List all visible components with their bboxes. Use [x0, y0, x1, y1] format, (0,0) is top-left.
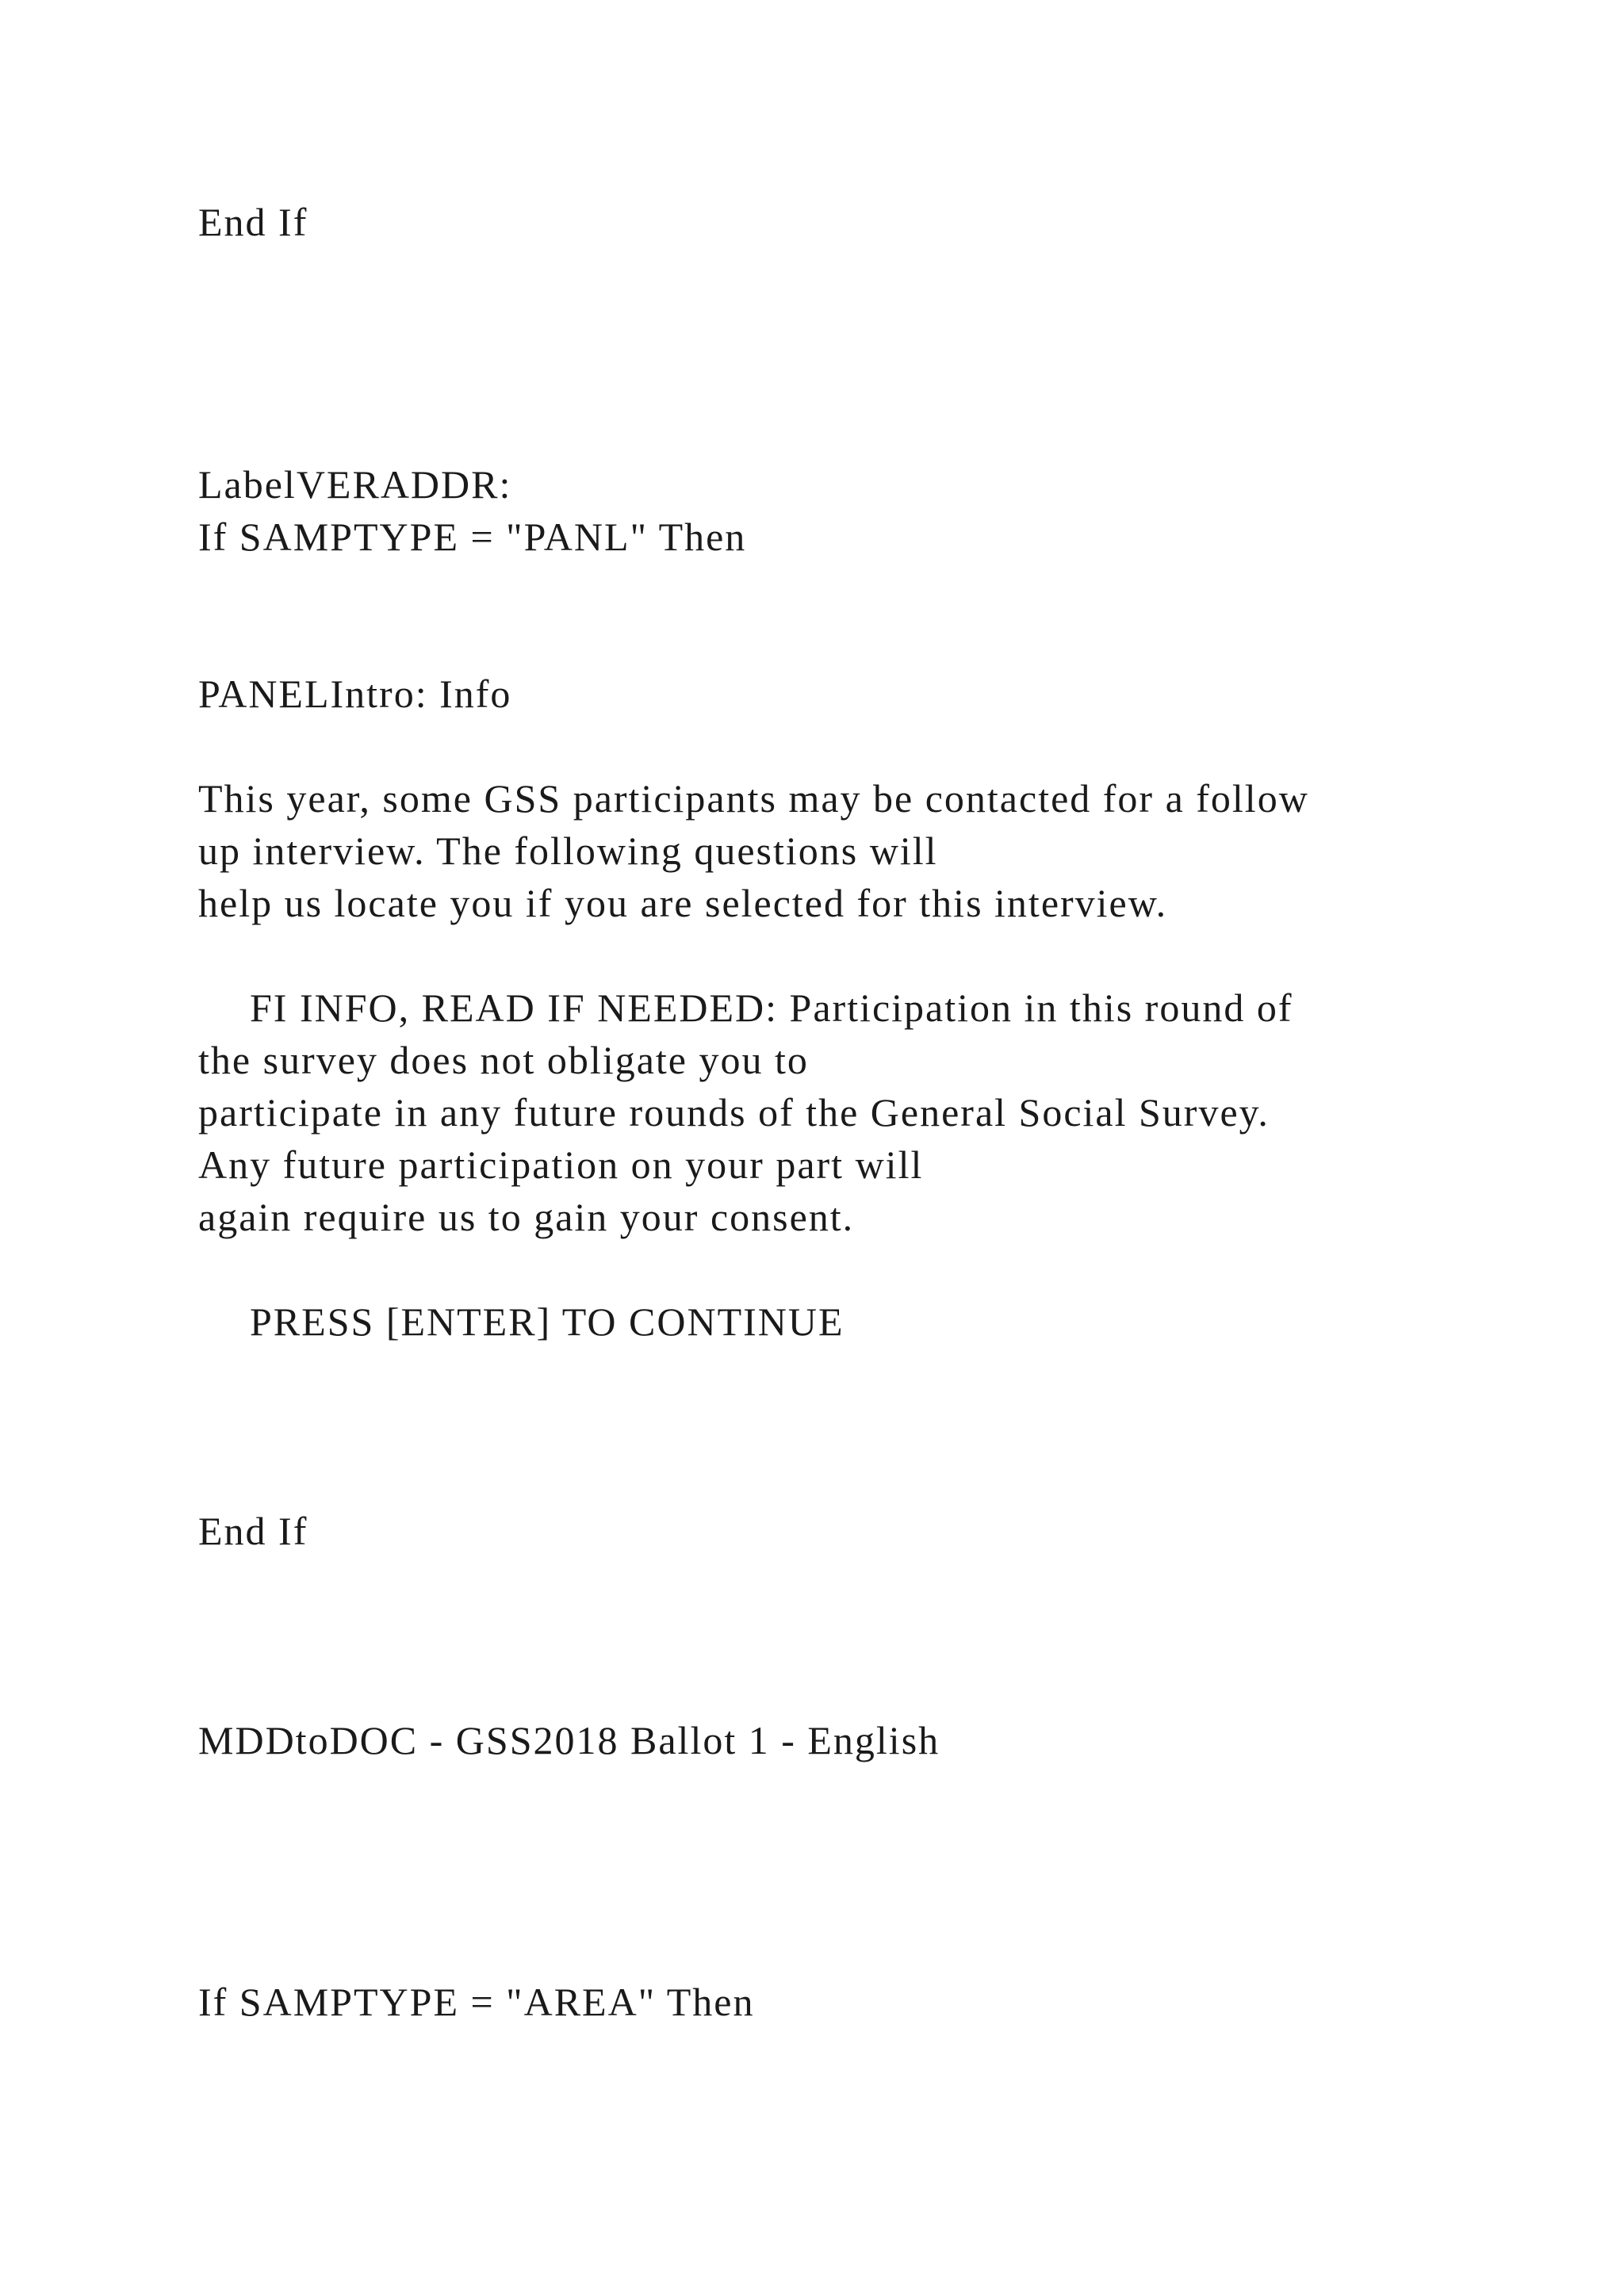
end-if-line: End If	[198, 200, 308, 244]
press-enter-instruction: PRESS [ENTER] TO CONTINUE	[250, 1299, 845, 1344]
label-veraddr-line: LabelVERADDR:	[198, 462, 512, 507]
end-if-line-2: End If	[198, 1509, 308, 1553]
fi-info-line-2: the survey does not obligate you to	[198, 1038, 809, 1082]
intro-text-line-1: This year, some GSS participants may be contacted for a follow	[198, 776, 1309, 821]
panel-intro-heading: PANELIntro: Info	[198, 672, 512, 716]
fi-info-line-5: again require us to gain your consent.	[198, 1195, 855, 1239]
if-samptype-area-line: If SAMPTYPE = "AREA" Then	[198, 1980, 755, 2024]
if-samptype-panl-line: If SAMPTYPE = "PANL" Then	[198, 515, 747, 559]
document-footer-title: MDDtoDOC - GSS2018 Ballot 1 - English	[198, 1718, 940, 1762]
fi-info-line-1: FI INFO, READ IF NEEDED: Participation in this round of	[250, 985, 1293, 1030]
intro-text-line-3: help us locate you if you are selected for this interview.	[198, 881, 1168, 925]
intro-text-line-2: up interview. The following questions will	[198, 828, 938, 873]
fi-info-line-3: participate in any future rounds of the General Social Survey.	[198, 1090, 1270, 1135]
fi-info-line-4: Any future participation on your part will	[198, 1142, 924, 1187]
